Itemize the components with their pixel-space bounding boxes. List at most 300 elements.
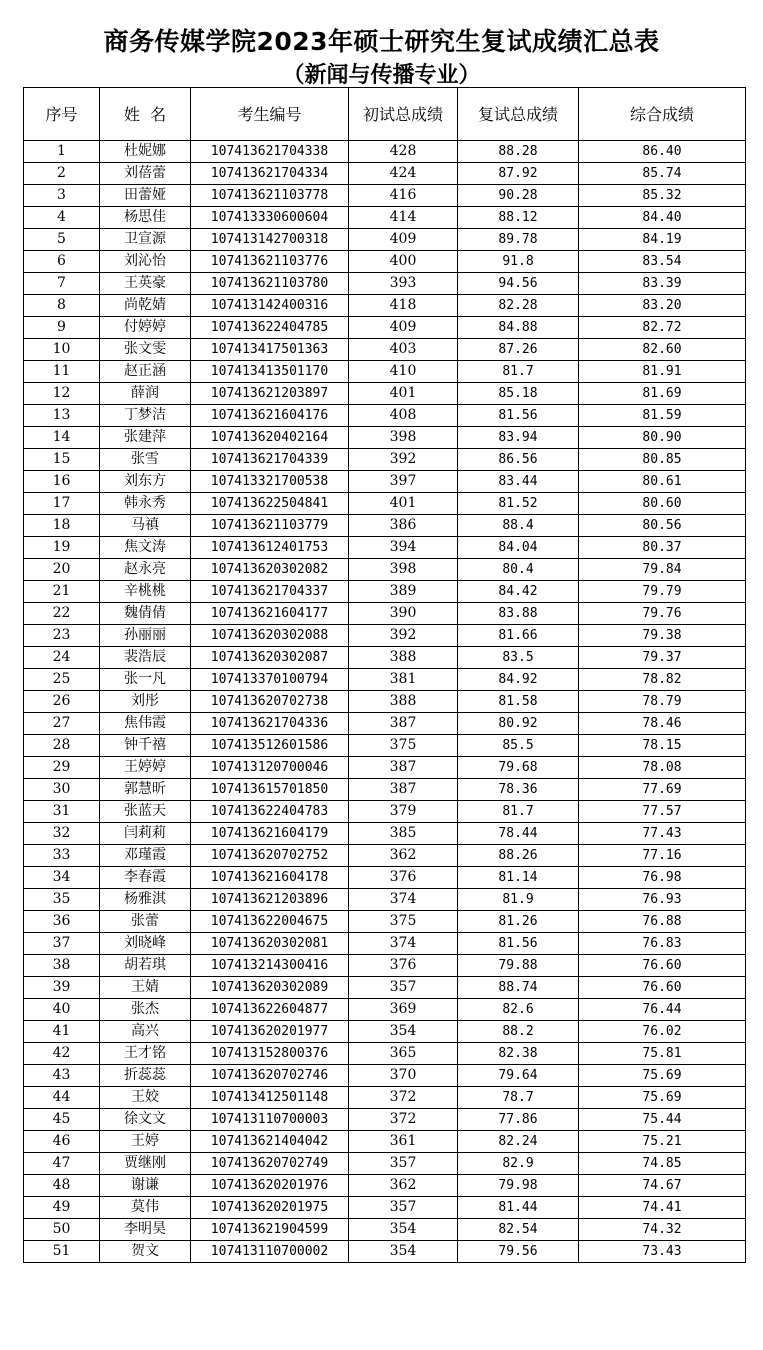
cell-total-score: 78.79 xyxy=(579,691,746,713)
cell-exam-id: 107413621103776 xyxy=(191,251,349,273)
table-row xyxy=(24,493,746,515)
table-row xyxy=(24,1131,746,1153)
cell-index: 40 xyxy=(24,999,100,1021)
cell-index: 39 xyxy=(24,977,100,999)
cell-name: 辛桃桃 xyxy=(100,581,191,603)
cell-name: 李明昊 xyxy=(100,1219,191,1241)
cell-total-score: 78.15 xyxy=(579,735,746,757)
cell-retest-score: 87.26 xyxy=(458,339,579,361)
cell-total-score: 74.85 xyxy=(579,1153,746,1175)
cell-preliminary-score: 365 xyxy=(349,1043,458,1065)
cell-preliminary-score: 387 xyxy=(349,757,458,779)
cell-index: 50 xyxy=(24,1219,100,1241)
cell-exam-id: 107413620302087 xyxy=(191,647,349,669)
cell-retest-score: 81.44 xyxy=(458,1197,579,1219)
cell-preliminary-score: 354 xyxy=(349,1219,458,1241)
cell-preliminary-score: 409 xyxy=(349,229,458,251)
table-row xyxy=(24,163,746,185)
cell-index: 3 xyxy=(24,185,100,207)
cell-index: 31 xyxy=(24,801,100,823)
cell-preliminary-score: 372 xyxy=(349,1087,458,1109)
cell-index: 38 xyxy=(24,955,100,977)
cell-preliminary-score: 401 xyxy=(349,383,458,405)
cell-index: 51 xyxy=(24,1241,100,1263)
cell-name: 付婷婷 xyxy=(100,317,191,339)
cell-exam-id: 107413620302088 xyxy=(191,625,349,647)
cell-preliminary-score: 398 xyxy=(349,427,458,449)
cell-name: 张建萍 xyxy=(100,427,191,449)
cell-name: 王英豪 xyxy=(100,273,191,295)
table-row xyxy=(24,911,746,933)
cell-index: 34 xyxy=(24,867,100,889)
table-row xyxy=(24,1043,746,1065)
cell-total-score: 75.44 xyxy=(579,1109,746,1131)
table-row xyxy=(24,229,746,251)
cell-preliminary-score: 369 xyxy=(349,999,458,1021)
cell-preliminary-score: 357 xyxy=(349,977,458,999)
cell-index: 20 xyxy=(24,559,100,581)
cell-preliminary-score: 357 xyxy=(349,1153,458,1175)
cell-preliminary-score: 381 xyxy=(349,669,458,691)
cell-exam-id: 107413142700318 xyxy=(191,229,349,251)
table-row xyxy=(24,317,746,339)
cell-total-score: 78.46 xyxy=(579,713,746,735)
cell-exam-id: 107413622404783 xyxy=(191,801,349,823)
cell-name: 谢谦 xyxy=(100,1175,191,1197)
cell-exam-id: 107413615701850 xyxy=(191,779,349,801)
cell-retest-score: 80.92 xyxy=(458,713,579,735)
header-index: 序号 xyxy=(24,88,100,141)
cell-index: 44 xyxy=(24,1087,100,1109)
cell-exam-id: 107413622404785 xyxy=(191,317,349,339)
table-row xyxy=(24,625,746,647)
cell-total-score: 77.16 xyxy=(579,845,746,867)
cell-retest-score: 82.38 xyxy=(458,1043,579,1065)
cell-name: 贺文 xyxy=(100,1241,191,1263)
cell-index: 22 xyxy=(24,603,100,625)
cell-total-score: 73.43 xyxy=(579,1241,746,1263)
cell-name: 张杰 xyxy=(100,999,191,1021)
cell-name: 钟千禧 xyxy=(100,735,191,757)
cell-name: 焦文涛 xyxy=(100,537,191,559)
cell-retest-score: 88.28 xyxy=(458,141,579,163)
cell-exam-id: 107413512601586 xyxy=(191,735,349,757)
cell-retest-score: 78.36 xyxy=(458,779,579,801)
cell-exam-id: 107413621704334 xyxy=(191,163,349,185)
cell-exam-id: 107413413501170 xyxy=(191,361,349,383)
cell-retest-score: 88.4 xyxy=(458,515,579,537)
cell-name: 刘彤 xyxy=(100,691,191,713)
cell-preliminary-score: 376 xyxy=(349,867,458,889)
cell-exam-id: 107413622004675 xyxy=(191,911,349,933)
cell-preliminary-score: 372 xyxy=(349,1109,458,1131)
cell-exam-id: 107413620402164 xyxy=(191,427,349,449)
table-row xyxy=(24,273,746,295)
table-row xyxy=(24,1175,746,1197)
cell-name: 魏倩倩 xyxy=(100,603,191,625)
cell-exam-id: 107413120700046 xyxy=(191,757,349,779)
cell-exam-id: 107413622504841 xyxy=(191,493,349,515)
cell-name: 尚乾婧 xyxy=(100,295,191,317)
cell-index: 35 xyxy=(24,889,100,911)
cell-preliminary-score: 400 xyxy=(349,251,458,273)
table-row xyxy=(24,735,746,757)
cell-preliminary-score: 393 xyxy=(349,273,458,295)
cell-index: 5 xyxy=(24,229,100,251)
table-row xyxy=(24,427,746,449)
cell-index: 10 xyxy=(24,339,100,361)
cell-name: 焦伟霞 xyxy=(100,713,191,735)
cell-exam-id: 107413612401753 xyxy=(191,537,349,559)
table-header-row xyxy=(24,88,746,141)
cell-retest-score: 83.44 xyxy=(458,471,579,493)
cell-preliminary-score: 397 xyxy=(349,471,458,493)
cell-total-score: 76.60 xyxy=(579,955,746,977)
cell-preliminary-score: 375 xyxy=(349,911,458,933)
cell-total-score: 83.54 xyxy=(579,251,746,273)
cell-preliminary-score: 410 xyxy=(349,361,458,383)
cell-total-score: 79.76 xyxy=(579,603,746,625)
table-row xyxy=(24,1021,746,1043)
cell-index: 49 xyxy=(24,1197,100,1219)
cell-index: 36 xyxy=(24,911,100,933)
cell-name: 孙丽丽 xyxy=(100,625,191,647)
cell-retest-score: 81.58 xyxy=(458,691,579,713)
cell-name: 张蕾 xyxy=(100,911,191,933)
cell-index: 26 xyxy=(24,691,100,713)
cell-exam-id: 107413620201977 xyxy=(191,1021,349,1043)
cell-name: 丁梦洁 xyxy=(100,405,191,427)
table-row xyxy=(24,1109,746,1131)
cell-total-score: 75.69 xyxy=(579,1065,746,1087)
cell-total-score: 80.61 xyxy=(579,471,746,493)
cell-index: 33 xyxy=(24,845,100,867)
cell-retest-score: 81.66 xyxy=(458,625,579,647)
cell-index: 48 xyxy=(24,1175,100,1197)
cell-total-score: 74.41 xyxy=(579,1197,746,1219)
cell-exam-id: 107413321700538 xyxy=(191,471,349,493)
cell-index: 19 xyxy=(24,537,100,559)
cell-exam-id: 107413621704336 xyxy=(191,713,349,735)
cell-name: 郭慧昕 xyxy=(100,779,191,801)
cell-exam-id: 107413620702738 xyxy=(191,691,349,713)
cell-retest-score: 82.24 xyxy=(458,1131,579,1153)
cell-index: 27 xyxy=(24,713,100,735)
cell-index: 13 xyxy=(24,405,100,427)
cell-total-score: 79.84 xyxy=(579,559,746,581)
cell-name: 张文雯 xyxy=(100,339,191,361)
document-subtitle: （新闻与传播专业） xyxy=(282,63,481,88)
cell-name: 杨思佳 xyxy=(100,207,191,229)
cell-name: 刘沁怡 xyxy=(100,251,191,273)
cell-index: 43 xyxy=(24,1065,100,1087)
cell-retest-score: 86.56 xyxy=(458,449,579,471)
cell-total-score: 79.79 xyxy=(579,581,746,603)
cell-index: 25 xyxy=(24,669,100,691)
cell-name: 张一凡 xyxy=(100,669,191,691)
cell-retest-score: 81.56 xyxy=(458,405,579,427)
cell-index: 17 xyxy=(24,493,100,515)
header-name: 姓 名 xyxy=(100,88,191,141)
cell-preliminary-score: 354 xyxy=(349,1241,458,1263)
cell-index: 12 xyxy=(24,383,100,405)
cell-exam-id: 107413621604177 xyxy=(191,603,349,625)
table-row xyxy=(24,251,746,273)
cell-name: 王姣 xyxy=(100,1087,191,1109)
cell-retest-score: 88.74 xyxy=(458,977,579,999)
cell-total-score: 76.93 xyxy=(579,889,746,911)
cell-preliminary-score: 370 xyxy=(349,1065,458,1087)
cell-retest-score: 77.86 xyxy=(458,1109,579,1131)
cell-exam-id: 107413621604178 xyxy=(191,867,349,889)
table-row xyxy=(24,559,746,581)
cell-exam-id: 107413620302081 xyxy=(191,933,349,955)
cell-exam-id: 107413620302082 xyxy=(191,559,349,581)
table-row xyxy=(24,647,746,669)
cell-total-score: 76.02 xyxy=(579,1021,746,1043)
cell-exam-id: 107413620302089 xyxy=(191,977,349,999)
cell-total-score: 78.82 xyxy=(579,669,746,691)
cell-exam-id: 107413110700002 xyxy=(191,1241,349,1263)
header-exam-id: 考生编号 xyxy=(191,88,349,141)
cell-index: 2 xyxy=(24,163,100,185)
cell-retest-score: 85.18 xyxy=(458,383,579,405)
cell-retest-score: 78.44 xyxy=(458,823,579,845)
table-row xyxy=(24,779,746,801)
cell-retest-score: 94.56 xyxy=(458,273,579,295)
cell-retest-score: 83.88 xyxy=(458,603,579,625)
cell-exam-id: 107413621103779 xyxy=(191,515,349,537)
cell-preliminary-score: 428 xyxy=(349,141,458,163)
cell-total-score: 80.56 xyxy=(579,515,746,537)
cell-total-score: 79.38 xyxy=(579,625,746,647)
cell-retest-score: 79.98 xyxy=(458,1175,579,1197)
cell-index: 47 xyxy=(24,1153,100,1175)
cell-retest-score: 84.04 xyxy=(458,537,579,559)
cell-total-score: 81.59 xyxy=(579,405,746,427)
cell-preliminary-score: 385 xyxy=(349,823,458,845)
cell-exam-id: 107413142400316 xyxy=(191,295,349,317)
cell-total-score: 84.19 xyxy=(579,229,746,251)
cell-retest-score: 81.52 xyxy=(458,493,579,515)
cell-index: 37 xyxy=(24,933,100,955)
cell-total-score: 76.44 xyxy=(579,999,746,1021)
cell-exam-id: 107413621404042 xyxy=(191,1131,349,1153)
cell-preliminary-score: 390 xyxy=(349,603,458,625)
cell-retest-score: 82.9 xyxy=(458,1153,579,1175)
table-row xyxy=(24,207,746,229)
cell-exam-id: 107413214300416 xyxy=(191,955,349,977)
cell-preliminary-score: 387 xyxy=(349,779,458,801)
cell-name: 张蓝天 xyxy=(100,801,191,823)
cell-preliminary-score: 408 xyxy=(349,405,458,427)
cell-total-score: 77.69 xyxy=(579,779,746,801)
cell-total-score: 77.43 xyxy=(579,823,746,845)
cell-preliminary-score: 424 xyxy=(349,163,458,185)
table-row xyxy=(24,339,746,361)
table-row xyxy=(24,867,746,889)
cell-retest-score: 80.4 xyxy=(458,559,579,581)
cell-name: 高兴 xyxy=(100,1021,191,1043)
cell-retest-score: 79.68 xyxy=(458,757,579,779)
cell-index: 45 xyxy=(24,1109,100,1131)
cell-retest-score: 81.7 xyxy=(458,361,579,383)
cell-retest-score: 82.54 xyxy=(458,1219,579,1241)
cell-name: 王婷 xyxy=(100,1131,191,1153)
cell-total-score: 82.60 xyxy=(579,339,746,361)
cell-retest-score: 84.88 xyxy=(458,317,579,339)
cell-name: 折蕊蕊 xyxy=(100,1065,191,1087)
table-row xyxy=(24,1153,746,1175)
table-row xyxy=(24,999,746,1021)
cell-exam-id: 107413620702749 xyxy=(191,1153,349,1175)
cell-total-score: 82.72 xyxy=(579,317,746,339)
cell-exam-id: 107413621704337 xyxy=(191,581,349,603)
cell-preliminary-score: 418 xyxy=(349,295,458,317)
cell-name: 刘晓峰 xyxy=(100,933,191,955)
header-retest-score: 复试总成绩 xyxy=(458,88,579,141)
table-row xyxy=(24,471,746,493)
cell-name: 闫莉莉 xyxy=(100,823,191,845)
table-row xyxy=(24,845,746,867)
cell-retest-score: 84.42 xyxy=(458,581,579,603)
cell-retest-score: 81.9 xyxy=(458,889,579,911)
cell-retest-score: 88.2 xyxy=(458,1021,579,1043)
header-preliminary-score: 初试总成绩 xyxy=(349,88,458,141)
cell-total-score: 76.60 xyxy=(579,977,746,999)
cell-total-score: 75.81 xyxy=(579,1043,746,1065)
cell-name: 赵永亮 xyxy=(100,559,191,581)
cell-retest-score: 90.28 xyxy=(458,185,579,207)
cell-name: 邓瑾霞 xyxy=(100,845,191,867)
table-row xyxy=(24,449,746,471)
cell-name: 赵正涵 xyxy=(100,361,191,383)
cell-exam-id: 107413620201976 xyxy=(191,1175,349,1197)
cell-preliminary-score: 389 xyxy=(349,581,458,603)
document-title: 商务传媒学院2023年硕士研究生复试成绩汇总表 xyxy=(103,27,660,56)
cell-preliminary-score: 375 xyxy=(349,735,458,757)
cell-exam-id: 107413621604176 xyxy=(191,405,349,427)
cell-retest-score: 87.92 xyxy=(458,163,579,185)
cell-name: 马禛 xyxy=(100,515,191,537)
cell-preliminary-score: 392 xyxy=(349,625,458,647)
cell-retest-score: 79.56 xyxy=(458,1241,579,1263)
cell-index: 46 xyxy=(24,1131,100,1153)
table-row xyxy=(24,383,746,405)
cell-name: 李春霞 xyxy=(100,867,191,889)
table-row xyxy=(24,1219,746,1241)
cell-name: 田蕾娅 xyxy=(100,185,191,207)
cell-name: 莫伟 xyxy=(100,1197,191,1219)
cell-total-score: 80.37 xyxy=(579,537,746,559)
table-row xyxy=(24,1197,746,1219)
cell-total-score: 79.37 xyxy=(579,647,746,669)
header-total-score: 综合成绩 xyxy=(579,88,746,141)
cell-preliminary-score: 416 xyxy=(349,185,458,207)
cell-preliminary-score: 379 xyxy=(349,801,458,823)
cell-total-score: 80.85 xyxy=(579,449,746,471)
cell-index: 16 xyxy=(24,471,100,493)
table-row xyxy=(24,185,746,207)
cell-preliminary-score: 357 xyxy=(349,1197,458,1219)
cell-preliminary-score: 401 xyxy=(349,493,458,515)
table-row xyxy=(24,405,746,427)
cell-preliminary-score: 362 xyxy=(349,1175,458,1197)
cell-retest-score: 84.92 xyxy=(458,669,579,691)
cell-name: 王才铭 xyxy=(100,1043,191,1065)
table-row xyxy=(24,361,746,383)
cell-name: 韩永秀 xyxy=(100,493,191,515)
cell-name: 王婧 xyxy=(100,977,191,999)
table-row xyxy=(24,141,746,163)
cell-index: 18 xyxy=(24,515,100,537)
cell-index: 29 xyxy=(24,757,100,779)
cell-exam-id: 107413622604877 xyxy=(191,999,349,1021)
cell-exam-id: 107413621704338 xyxy=(191,141,349,163)
cell-index: 4 xyxy=(24,207,100,229)
table-row xyxy=(24,603,746,625)
table-row xyxy=(24,691,746,713)
cell-exam-id: 107413110700003 xyxy=(191,1109,349,1131)
cell-index: 15 xyxy=(24,449,100,471)
cell-total-score: 78.08 xyxy=(579,757,746,779)
cell-total-score: 83.20 xyxy=(579,295,746,317)
cell-retest-score: 81.14 xyxy=(458,867,579,889)
cell-total-score: 74.32 xyxy=(579,1219,746,1241)
cell-total-score: 76.98 xyxy=(579,867,746,889)
cell-index: 23 xyxy=(24,625,100,647)
cell-preliminary-score: 388 xyxy=(349,647,458,669)
cell-total-score: 75.69 xyxy=(579,1087,746,1109)
cell-index: 7 xyxy=(24,273,100,295)
table-row xyxy=(24,1087,746,1109)
table-row xyxy=(24,515,746,537)
cell-preliminary-score: 387 xyxy=(349,713,458,735)
cell-retest-score: 78.7 xyxy=(458,1087,579,1109)
cell-index: 24 xyxy=(24,647,100,669)
cell-total-score: 80.90 xyxy=(579,427,746,449)
cell-retest-score: 79.64 xyxy=(458,1065,579,1087)
cell-exam-id: 107413417501363 xyxy=(191,339,349,361)
cell-retest-score: 83.5 xyxy=(458,647,579,669)
cell-name: 卫宣源 xyxy=(100,229,191,251)
table-row xyxy=(24,537,746,559)
table-row xyxy=(24,1065,746,1087)
cell-name: 薛润 xyxy=(100,383,191,405)
table-row xyxy=(24,823,746,845)
cell-exam-id: 107413412501148 xyxy=(191,1087,349,1109)
cell-index: 11 xyxy=(24,361,100,383)
cell-exam-id: 107413620702746 xyxy=(191,1065,349,1087)
table-row xyxy=(24,581,746,603)
cell-preliminary-score: 414 xyxy=(349,207,458,229)
cell-index: 32 xyxy=(24,823,100,845)
cell-total-score: 84.40 xyxy=(579,207,746,229)
cell-index: 8 xyxy=(24,295,100,317)
cell-exam-id: 107413330600604 xyxy=(191,207,349,229)
cell-name: 杜妮娜 xyxy=(100,141,191,163)
cell-retest-score: 81.56 xyxy=(458,933,579,955)
cell-exam-id: 107413152800376 xyxy=(191,1043,349,1065)
cell-total-score: 83.39 xyxy=(579,273,746,295)
table-row xyxy=(24,295,746,317)
table-row xyxy=(24,1241,746,1263)
table-row xyxy=(24,713,746,735)
cell-name: 贾继刚 xyxy=(100,1153,191,1175)
cell-retest-score: 88.12 xyxy=(458,207,579,229)
table-row xyxy=(24,757,746,779)
cell-preliminary-score: 392 xyxy=(349,449,458,471)
